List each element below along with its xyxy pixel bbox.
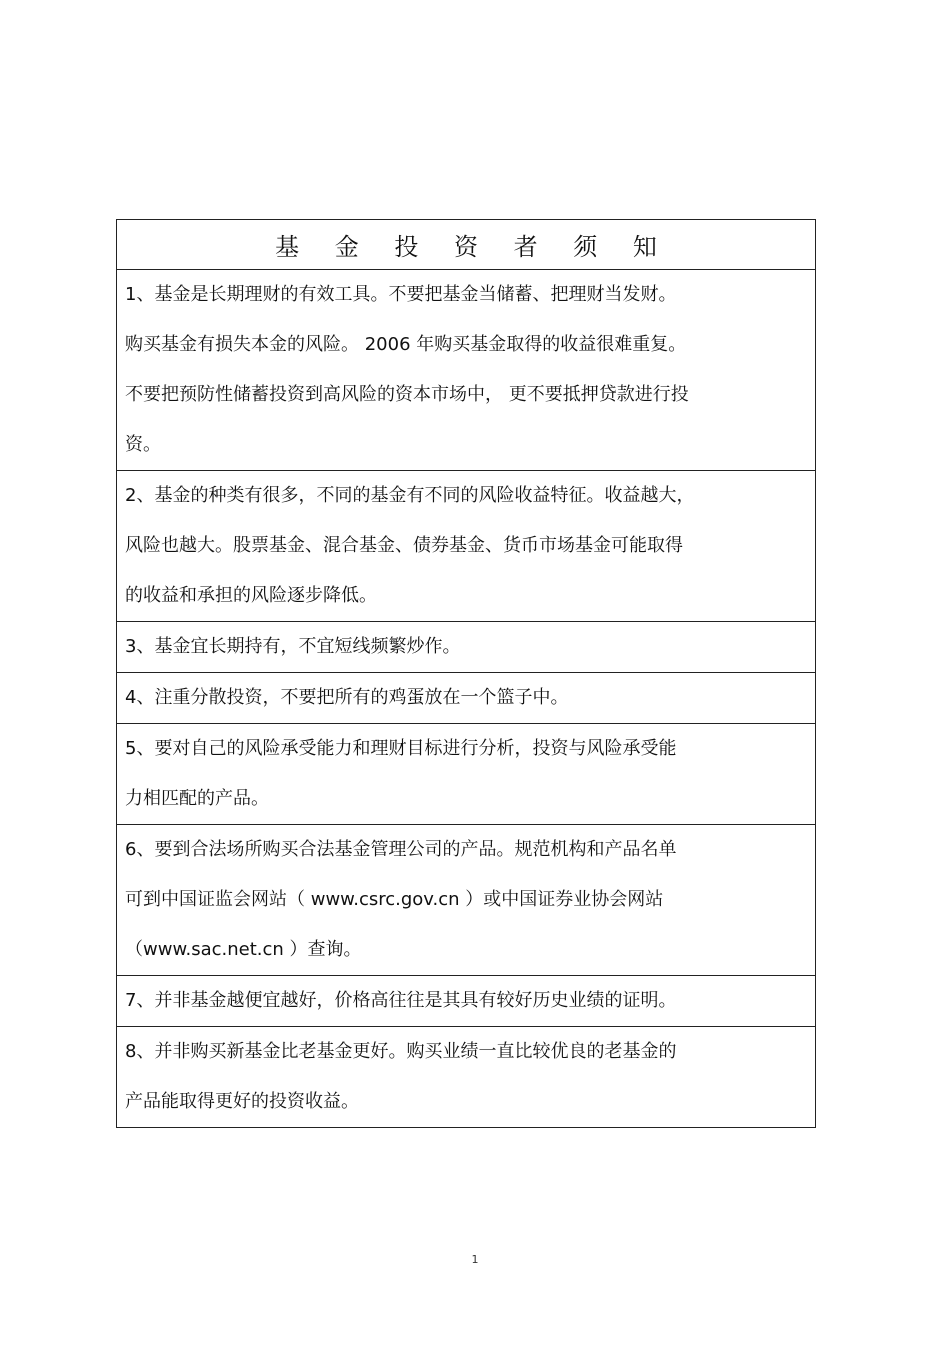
notice-item-6	[117, 825, 815, 976]
notice-item-line: 4、注重分散投资，不要把所有的鸡蛋放在一个篮子中。	[125, 687, 569, 708]
notice-item-4	[117, 673, 815, 724]
notice-item-line: 3、基金宜长期持有，不宜短线频繁炒作。	[125, 636, 461, 657]
notice-item-line: 8、并非购买新基金比老基金更好。购买业绩一直比较优良的老基金的	[125, 1041, 677, 1062]
notice-item-3	[117, 622, 815, 673]
document-title: 基 金 投 资 者 须 知	[117, 220, 815, 270]
notice-item-8	[117, 1027, 815, 1127]
notice-item-line: 购买基金有损失本金的风险。 2006 年购买基金取得的收益很难重复。	[125, 334, 687, 355]
notice-item-line: 7、并非基金越便宜越好，价格高往往是其具有较好历史业绩的证明。	[125, 990, 677, 1011]
notice-items	[117, 270, 815, 1127]
notice-item-7	[117, 976, 815, 1027]
notice-item-line: 力相匹配的产品。	[125, 788, 269, 809]
notice-item-line: 产品能取得更好的投资收益。	[125, 1091, 359, 1112]
notice-item-line: 1、基金是长期理财的有效工具。不要把基金当储蓄、把理财当发财。	[125, 284, 677, 305]
page-number: 1	[471, 1253, 479, 1266]
notice-item-2	[117, 471, 815, 622]
notice-item-line: 资。	[125, 434, 161, 455]
notice-item-line: 2、基金的种类有很多，不同的基金有不同的风险收益特征。收益越大，	[125, 485, 695, 506]
notice-item-1	[117, 270, 815, 471]
notice-item-line: 不要把预防性储蓄投资到高风险的资本市场中， 更不要抵押贷款进行投	[125, 384, 689, 405]
notice-item-5	[117, 724, 815, 825]
notice-item-line: （www.sac.net.cn ）查询。	[125, 939, 362, 960]
notice-item-line: 的收益和承担的风险逐步降低。	[125, 585, 377, 606]
notice-table	[116, 219, 816, 1128]
notice-item-line: 可到中国证监会网站（ www.csrc.gov.cn ）或中国证券业协会网站	[125, 889, 664, 910]
notice-item-line: 5、要对自己的风险承受能力和理财目标进行分析，投资与风险承受能	[125, 738, 677, 759]
notice-item-line: 6、要到合法场所购买合法基金管理公司的产品。规范机构和产品名单	[125, 839, 677, 860]
notice-item-line: 风险也越大。股票基金、混合基金、债券基金、货币市场基金可能取得	[125, 535, 683, 556]
